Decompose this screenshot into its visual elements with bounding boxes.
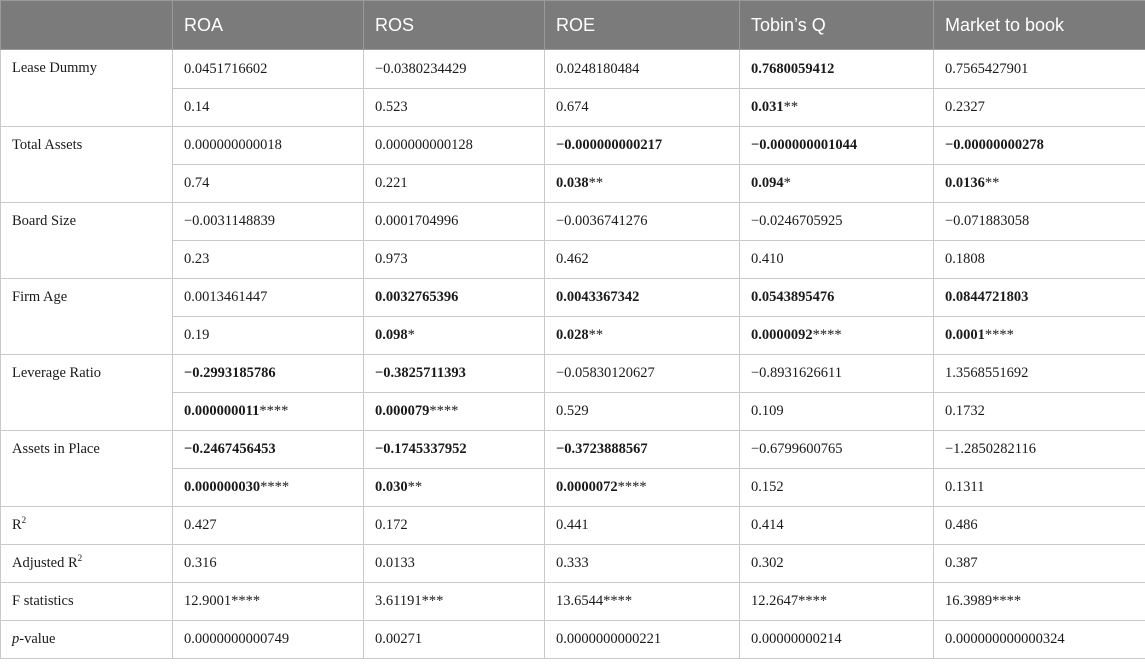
- cell-value: 0.414: [751, 517, 784, 533]
- cell-value: 3.61191***: [375, 593, 444, 609]
- cell-value: 0.00271: [375, 631, 423, 647]
- pvalue-cell: [740, 89, 934, 127]
- cell-value: 0.0032765396: [375, 289, 459, 305]
- cell-value: 0.152: [751, 479, 784, 495]
- cell-value: 0.973: [375, 251, 408, 267]
- cell-value: 0.030: [375, 479, 408, 495]
- row-label: [1, 507, 173, 545]
- statistic-cell: [364, 545, 545, 583]
- table-row-coefficient: [1, 355, 1145, 393]
- significance-stars: *: [783, 175, 791, 191]
- cell-value: 0.387: [945, 555, 978, 571]
- cell-value: −0.2993185786: [184, 365, 276, 381]
- significance-stars: ****: [984, 327, 1014, 343]
- table-row-coefficient: [1, 431, 1145, 469]
- statistic-cell: [545, 621, 740, 659]
- cell-value: −0.6799600765: [751, 441, 843, 457]
- coefficient-cell: [173, 203, 364, 241]
- cell-value: 0.000000000018: [184, 137, 282, 153]
- cell-value: 1.3568551692: [945, 365, 1029, 381]
- coefficient-cell: [934, 127, 1145, 165]
- pvalue-cell: [740, 393, 934, 431]
- header-roa: ROA: [173, 1, 364, 50]
- table-row-statistic: [1, 545, 1145, 583]
- cell-value: 0.0136: [945, 175, 985, 191]
- cell-value: 0.7680059412: [751, 60, 835, 77]
- table-row-pvalue: [1, 165, 1145, 203]
- cell-value: 0.486: [945, 517, 978, 533]
- coefficient-cell: [740, 279, 934, 317]
- cell-value: 0.0043367342: [556, 289, 640, 305]
- coefficient-cell: [545, 355, 740, 393]
- cell-value: 0.094: [751, 175, 784, 191]
- pvalue-cell: [934, 165, 1145, 203]
- coefficient-cell: [934, 279, 1145, 317]
- cell-value: 0.098: [375, 327, 408, 343]
- significance-stars: **: [984, 175, 1000, 191]
- cell-value: 0.441: [556, 517, 589, 533]
- header-ros: ROS: [364, 1, 545, 50]
- cell-value: 0.172: [375, 517, 408, 533]
- cell-value: 12.9001****: [184, 593, 261, 609]
- pvalue-cell: [173, 241, 364, 279]
- cell-value: 0.000000000128: [375, 137, 473, 153]
- cell-value: 0.0844721803: [945, 289, 1029, 305]
- pvalue-cell: [364, 241, 545, 279]
- row-label: Board Size: [1, 203, 173, 279]
- cell-value: 0.000000030: [184, 479, 261, 495]
- statistic-cell: [173, 545, 364, 583]
- row-label: Total Assets: [1, 127, 173, 203]
- row-label: Assets in Place: [1, 431, 173, 507]
- statistic-cell: [364, 583, 545, 621]
- pvalue-cell: [934, 469, 1145, 507]
- coefficient-cell: [364, 127, 545, 165]
- pvalue-cell: [934, 89, 1145, 127]
- cell-value: 0.74: [184, 175, 210, 191]
- coefficient-cell: [364, 279, 545, 317]
- header-corner: [1, 1, 173, 50]
- pvalue-cell: [740, 317, 934, 355]
- table-row-pvalue: [1, 469, 1145, 507]
- pvalue-cell: [364, 469, 545, 507]
- statistic-cell: [545, 545, 740, 583]
- cell-value: −0.3723888567: [556, 441, 648, 457]
- cell-value: −0.0380234429: [375, 60, 467, 77]
- label-text: R: [12, 517, 22, 533]
- table-row-pvalue: [1, 317, 1145, 355]
- pvalue-cell: [173, 469, 364, 507]
- cell-value: −0.2467456453: [184, 441, 276, 457]
- statistic-cell: [934, 583, 1145, 621]
- cell-value: 0.410: [751, 251, 784, 267]
- cell-value: −0.000000000217: [556, 137, 663, 153]
- coefficient-cell: [173, 431, 364, 469]
- statistic-cell: [545, 583, 740, 621]
- significance-stars: ****: [259, 403, 289, 419]
- cell-value: 0.0543895476: [751, 289, 835, 305]
- coefficient-cell: [545, 50, 740, 89]
- cell-value: 0.14: [184, 99, 210, 115]
- significance-stars: ****: [429, 403, 459, 419]
- cell-value: 0.0133: [375, 555, 415, 571]
- pvalue-cell: [173, 393, 364, 431]
- cell-value: −0.000000001044: [751, 137, 858, 153]
- table-row-statistic: [1, 507, 1145, 545]
- cell-value: −0.071883058: [945, 213, 1030, 229]
- label-superscript: 2: [77, 553, 83, 564]
- statistic-cell: [173, 621, 364, 659]
- table-row-statistic: [1, 583, 1145, 621]
- header-tobins-q: Tobin’s Q: [740, 1, 934, 50]
- pvalue-cell: [934, 393, 1145, 431]
- statistic-cell: [173, 583, 364, 621]
- cell-value: 0.333: [556, 555, 589, 571]
- label-prefix: p: [12, 631, 20, 647]
- table-row-pvalue: [1, 393, 1145, 431]
- cell-value: 0.529: [556, 403, 589, 419]
- significance-stars: **: [783, 99, 799, 115]
- pvalue-cell: [740, 241, 934, 279]
- coefficient-cell: [545, 203, 740, 241]
- cell-value: 0.1808: [945, 251, 985, 267]
- cell-value: 0.0000072: [556, 479, 618, 495]
- cell-value: 0.0000000000221: [556, 631, 662, 647]
- coefficient-cell: [740, 355, 934, 393]
- coefficient-cell: [173, 50, 364, 89]
- pvalue-cell: [545, 241, 740, 279]
- header-roe: ROE: [545, 1, 740, 50]
- coefficient-cell: [934, 203, 1145, 241]
- header-row: [1, 1, 1145, 50]
- table-body: [1, 50, 1145, 659]
- coefficient-cell: [545, 431, 740, 469]
- cell-value: 0.0000000000749: [184, 631, 290, 647]
- coefficient-cell: [740, 203, 934, 241]
- coefficient-cell: [740, 431, 934, 469]
- cell-value: 0.0451716602: [184, 60, 268, 77]
- cell-value: 16.3989****: [945, 593, 1022, 609]
- coefficient-cell: [364, 431, 545, 469]
- statistic-cell: [934, 621, 1145, 659]
- statistic-cell: [740, 621, 934, 659]
- cell-value: 0.2327: [945, 99, 985, 115]
- pvalue-cell: [545, 393, 740, 431]
- row-label: Leverage Ratio: [1, 355, 173, 431]
- cell-value: −0.0246705925: [751, 213, 843, 229]
- coefficient-cell: [364, 203, 545, 241]
- cell-value: 0.7565427901: [945, 60, 1029, 77]
- cell-value: −0.0031148839: [184, 213, 276, 229]
- pvalue-cell: [364, 317, 545, 355]
- statistic-cell: [934, 507, 1145, 545]
- label-text: -value: [19, 631, 56, 647]
- cell-value: 0.1732: [945, 403, 985, 419]
- row-label: [1, 583, 173, 621]
- statistic-cell: [740, 507, 934, 545]
- coefficient-cell: [934, 355, 1145, 393]
- coefficient-cell: [545, 279, 740, 317]
- table-row-pvalue: [1, 241, 1145, 279]
- pvalue-cell: [364, 393, 545, 431]
- statistic-cell: [740, 583, 934, 621]
- significance-stars: **: [588, 175, 604, 191]
- coefficient-cell: [364, 355, 545, 393]
- cell-value: −1.2850282116: [945, 441, 1037, 457]
- coefficient-cell: [173, 279, 364, 317]
- cell-value: −0.05830120627: [556, 365, 655, 381]
- cell-value: 12.2647****: [751, 593, 828, 609]
- cell-value: 0.23: [184, 251, 210, 267]
- significance-stars: ****: [260, 479, 290, 495]
- cell-value: 0.1311: [945, 479, 985, 495]
- cell-value: 0.19: [184, 327, 210, 343]
- cell-value: −0.8931626611: [751, 365, 843, 381]
- pvalue-cell: [545, 469, 740, 507]
- cell-value: 0.0001704996: [375, 213, 459, 229]
- cell-value: 0.000079: [375, 403, 430, 419]
- pvalue-cell: [364, 89, 545, 127]
- statistic-cell: [740, 545, 934, 583]
- statistic-cell: [364, 507, 545, 545]
- statistic-cell: [545, 507, 740, 545]
- cell-value: 0.0248180484: [556, 60, 640, 77]
- table-row-coefficient: [1, 50, 1145, 89]
- cell-value: 0.427: [184, 517, 217, 533]
- pvalue-cell: [173, 89, 364, 127]
- pvalue-cell: [545, 165, 740, 203]
- pvalue-cell: [740, 469, 934, 507]
- row-label: [1, 621, 173, 659]
- statistic-cell: [934, 545, 1145, 583]
- cell-value: −0.3825711393: [375, 365, 466, 381]
- cell-value: −0.00000000278: [945, 137, 1044, 153]
- cell-value: 0.523: [375, 99, 408, 115]
- table-row-pvalue: [1, 89, 1145, 127]
- coefficient-cell: [364, 50, 545, 89]
- pvalue-cell: [545, 317, 740, 355]
- pvalue-cell: [545, 89, 740, 127]
- statistic-cell: [364, 621, 545, 659]
- pvalue-cell: [740, 165, 934, 203]
- cell-value: 0.109: [751, 403, 784, 419]
- statistic-cell: [173, 507, 364, 545]
- table-row-coefficient: [1, 279, 1145, 317]
- cell-value: −0.0036741276: [556, 213, 648, 229]
- row-label: Lease Dummy: [1, 50, 173, 127]
- cell-value: 0.000000000000324: [945, 631, 1065, 647]
- cell-value: 0.316: [184, 555, 217, 571]
- coefficient-cell: [173, 355, 364, 393]
- cell-value: 13.6544****: [556, 593, 633, 609]
- significance-stars: ****: [617, 479, 647, 495]
- pvalue-cell: [934, 317, 1145, 355]
- cell-value: 0.000000011: [184, 403, 260, 419]
- cell-value: 0.674: [556, 99, 589, 115]
- pvalue-cell: [173, 165, 364, 203]
- coefficient-cell: [545, 127, 740, 165]
- pvalue-cell: [364, 165, 545, 203]
- row-label: Firm Age: [1, 279, 173, 355]
- header-market-to-book: Market to book: [934, 1, 1145, 50]
- cell-value: 0.302: [751, 555, 784, 571]
- cell-value: 0.221: [375, 175, 408, 191]
- table-header: [1, 1, 1145, 50]
- cell-value: 0.0001: [945, 327, 985, 343]
- table-row-coefficient: [1, 127, 1145, 165]
- cell-value: 0.0013461447: [184, 289, 268, 305]
- cell-value: 0.462: [556, 251, 589, 267]
- significance-stars: ****: [812, 327, 842, 343]
- coefficient-cell: [934, 50, 1145, 89]
- pvalue-cell: [173, 317, 364, 355]
- coefficient-cell: [740, 50, 934, 89]
- label-text: Adjusted R: [12, 555, 78, 571]
- cell-value: 0.038: [556, 175, 589, 191]
- coefficient-cell: [173, 127, 364, 165]
- table-row-coefficient: [1, 203, 1145, 241]
- coefficient-cell: [934, 431, 1145, 469]
- cell-value: 0.0000092: [751, 327, 813, 343]
- label-text: F statistics: [12, 593, 74, 609]
- significance-stars: **: [407, 479, 423, 495]
- cell-value: 0.00000000214: [751, 631, 842, 647]
- table-row-statistic: [1, 621, 1145, 659]
- pvalue-cell: [934, 241, 1145, 279]
- cell-value: 0.031: [751, 99, 784, 115]
- significance-stars: **: [588, 327, 604, 343]
- cell-value: 0.028: [556, 327, 589, 343]
- coefficient-cell: [740, 127, 934, 165]
- row-label: [1, 545, 173, 583]
- label-superscript: 2: [21, 515, 27, 526]
- cell-value: −0.1745337952: [375, 441, 467, 457]
- significance-stars: *: [407, 327, 415, 343]
